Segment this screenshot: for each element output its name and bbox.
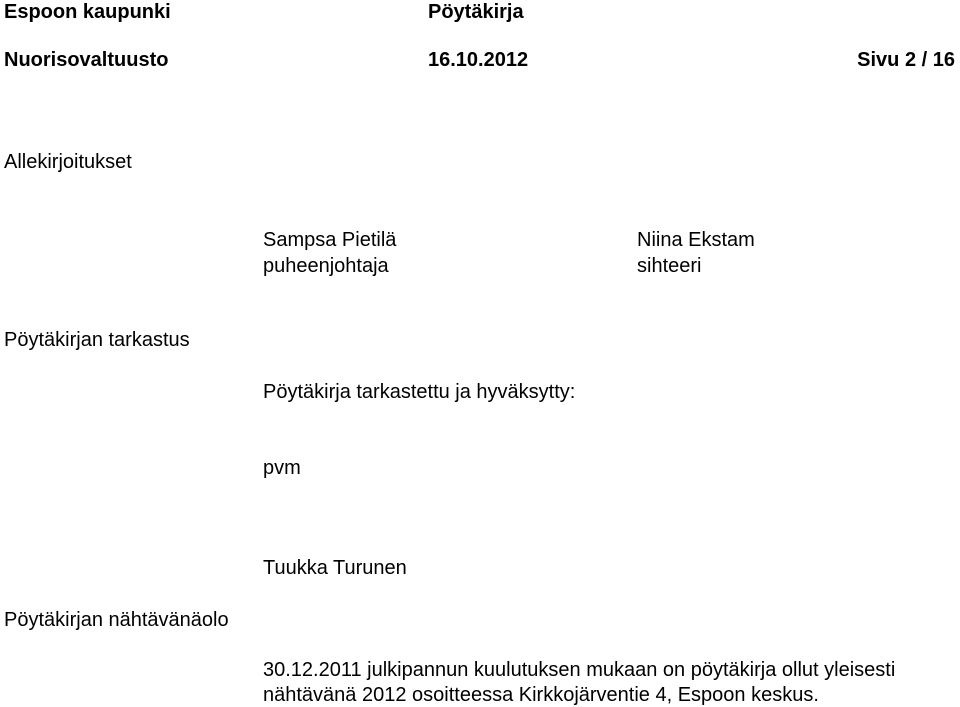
department-name: Nuorisovaltuusto (4, 49, 169, 71)
organization-name: Espoon kaupunki (4, 1, 171, 23)
document-type: Pöytäkirja (428, 1, 524, 23)
review-statement: Pöytäkirja tarkastettu ja hyväksytty: (263, 381, 576, 403)
signatures-heading: Allekirjoitukset (4, 151, 132, 173)
chair-name: Sampsa Pietilä (263, 229, 397, 251)
public-display-text-line-1: 30.12.2011 julkipannun kuulutuksen mukaan on pöytäkirja ollut yleisesti (263, 659, 896, 681)
public-display-text-line-2: nähtävänä 2012 osoitteessa Kirkkojärventie 4, Espoon keskus. (263, 684, 819, 706)
review-heading: Pöytäkirjan tarkastus (4, 329, 190, 351)
chair-role: puheenjohtaja (263, 255, 389, 277)
reviewer-name: Tuukka Turunen (263, 557, 407, 579)
meeting-date: 16.10.2012 (428, 49, 529, 71)
page-number: Sivu 2 / 16 (857, 49, 955, 71)
public-display-heading: Pöytäkirjan nähtävänäolo (4, 609, 229, 631)
secretary-role: sihteeri (637, 255, 702, 277)
review-date-label: pvm (263, 457, 301, 479)
secretary-name: Niina Ekstam (637, 229, 755, 251)
